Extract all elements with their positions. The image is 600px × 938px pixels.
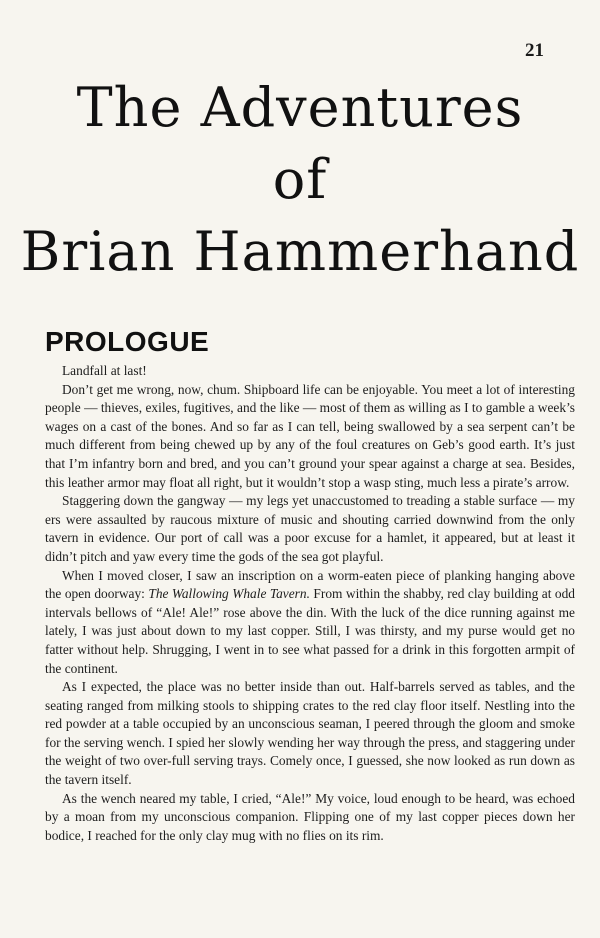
paragraph-4-start: When I moved closer, I saw an inscription on a worm-eaten piece of planking hanging above the open doorway: [45,567,575,602]
paragraph-5: As I expected, the place was no better inside than out. Half-barrels served as tables, and the seating ranged from milking stools to shipping crates to the red clay floor itself. Nestling into the red powder at a table occupied by an unconscious seaman, I peered through the gloom and smoke for the serving wench. I spied her slowly wending her way through the press, and staggering under the weight of two over-full serving trays. Comely once, I guessed, she now looked as run down as the tavern itself. [45,679,575,788]
story-title [0,72,600,288]
paragraph-3: Staggering down the gangway — my legs yet unaccustomed to treading a stable surface — my ers were assaulted by raucous mixture of music and shouting carried downwind from the only tavern in evidence. Our port of call was a poor excuse for a hamlet, it appeared, but at least it didn’t pitch and yaw every time the gods of the sea got playful. [45,493,575,564]
paragraph-6: As the wench neared my table, I cried, “Ale!” My voice, loud enough to be heard, was echoed by a moan from my unconscious companion. Flipping one of my last copper pieces down her bodice, I reached for the only clay mug with no flies on its rim. [45,790,575,843]
title-line-2: of [272,148,328,211]
title-line-3: Brian Hammerhand [20,220,580,283]
tavern-name: The Wallowing Whale Tavern. [148,586,310,602]
title-line-1: The Adventures [76,76,524,139]
paragraph-4-end: From within the shabby, red clay building at odd intervals bellows of “Ale! Ale!” rose above the din. With the luck of the dice running against me lately, I was just about down to my last copper. Still, I was thirsty, and my purse would get no fatter without help. Shrugging, I went in to see what passed for a drink in this forgotten armpit of the continent. [45,586,575,676]
paragraph-1: Landfall at last! [62,363,147,378]
page-number: 21 [525,40,544,61]
paragraph-2: Don’t get me wrong, now, chum. Shipboard life can be enjoyable. You meet a lot of interesting people — thieves, exiles, fugitives, and the like — most of them as willing as I to gamble a week’s wages on a cast of the bones. And so far as I can tell, being swallowed by a sea serpent can’t be much different from being chewed up by any of the foul creatures on Geb’s good earth. It’s just that I’m infantry born and bred, and you can’t ground your spear against a charge at sea. Besides, this leather armor may float all right, but it wouldn’t stop a wasp sting, much less a pirate’s arrow. [45,381,575,490]
body-text [45,362,575,845]
paragraph-4 [45,567,575,679]
section-heading: PROLOGUE [45,326,210,357]
